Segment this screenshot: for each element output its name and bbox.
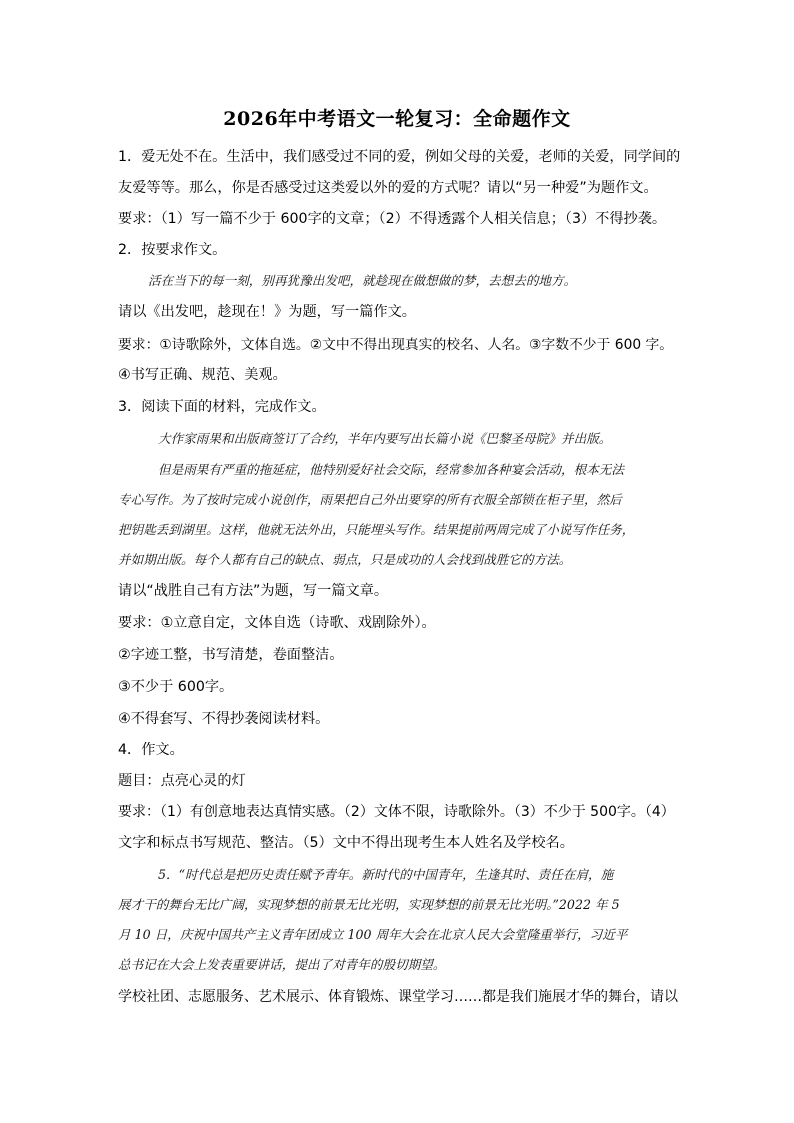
q2-requirements-2: ④书写正确、规范、美观。 xyxy=(118,367,287,383)
q1-requirements: 要求：（1）写一篇不少于 600字的文章；（2）不得透露个人相关信息；（3）不得抄袭。 xyxy=(118,211,667,227)
q2-requirements-1: 要求：①诗歌除外，文体自选。②文中不得出现真实的校名、人名。③字数不少于 600 字。 xyxy=(118,337,674,353)
q3-material-2: 但是雨果有严重的拖延症，他特别爱好社会交际，经常参加各种宴会活动，根本无法 xyxy=(158,462,624,477)
q5-material-1: 5．“时代总是把历史责任赋予青年。新时代的中国青年，生逢其时、责任在肩，施 xyxy=(158,867,614,882)
q1-line-2: 友爱等等。那么，你是否感受过这类爱以外的爱的方式呢？请以“另一种爱”为题作文。 xyxy=(118,180,658,196)
q2-prompt: 请以《出发吧，趁现在！》为题，写一篇作文。 xyxy=(118,304,416,320)
q3-requirement-2: ②字迹工整，书写清楚，卷面整洁。 xyxy=(118,647,344,663)
q3-prompt: 请以“战胜自己有方法”为题，写一篇文章。 xyxy=(118,583,389,599)
q3-requirement-4: ④不得套写、不得抄袭阅读材料。 xyxy=(118,711,330,727)
q3-requirement-1: 要求：①立意自定，文体自选（诗歌、戏剧除外）。 xyxy=(118,615,436,631)
q3-material-1: 大作家雨果和出版商签订了合约，半年内要写出长篇小说《巴黎圣母院》并出版。 xyxy=(158,431,612,446)
q3-heading: 3．阅读下面的材料，完成作文。 xyxy=(118,399,326,415)
q3-requirement-3: ③不少于 600字。 xyxy=(118,679,234,695)
q4-heading: 4．作文。 xyxy=(118,742,184,758)
q5-prompt: 学校社团、志愿服务、艺术展示、体育锻炼、课堂学习……都是我们施展才华的舞台，请以 xyxy=(118,989,678,1005)
q2-heading: 2．按要求作文。 xyxy=(118,242,227,258)
q3-material-5: 并如期出版。每个人都有自己的缺点、弱点，只是成功的人会找到战胜它的方法。 xyxy=(118,552,572,567)
q5-material-2: 展才干的舞台无比广阔，实现梦想的前景无比光明，实现梦想的前景无比光明。”2022 年 5 xyxy=(118,897,620,912)
q3-material-4: 把钥匙丢到湖里。这样，他就无法外出，只能埋头写作。结果提前两周完成了小说写作任务， xyxy=(118,522,635,537)
document-title: 2026年中考语文一轮复习：全命题作文 xyxy=(223,108,571,130)
q4-topic: 题目：点亮心灵的灯 xyxy=(118,773,246,789)
q1-line-1: 1．爱无处不在。生活中，我们感受过不同的爱，例如父母的关爱，老师的关爱，同学间的 xyxy=(118,149,681,165)
q2-material: 活在当下的每一刻，别再犹豫出发吧，就趁现在做想做的梦，去想去的地方。 xyxy=(148,273,577,288)
q5-material-4: 总书记在大会上发表重要讲话，提出了对青年的殷切期望。 xyxy=(118,957,446,972)
q5-material-3: 月 10 日，庆祝中国共产主义青年团成立 100 周年大会在北京人民大会堂隆重举行，习近平 xyxy=(118,927,628,942)
q4-requirements-1: 要求：（1）有创意地表达真情实感。（2）文体不限，诗歌除外。（3）不少于 500字。（4） xyxy=(118,804,675,820)
q3-material-3: 专心写作。为了按时完成小说创作，雨果把自己外出要穿的所有衣服全部锁在柜子里，然后 xyxy=(118,492,622,507)
q4-requirements-2: 文字和标点书写规范、整洁。（5）文中不得出现考生本人姓名及学校名。 xyxy=(118,835,574,851)
